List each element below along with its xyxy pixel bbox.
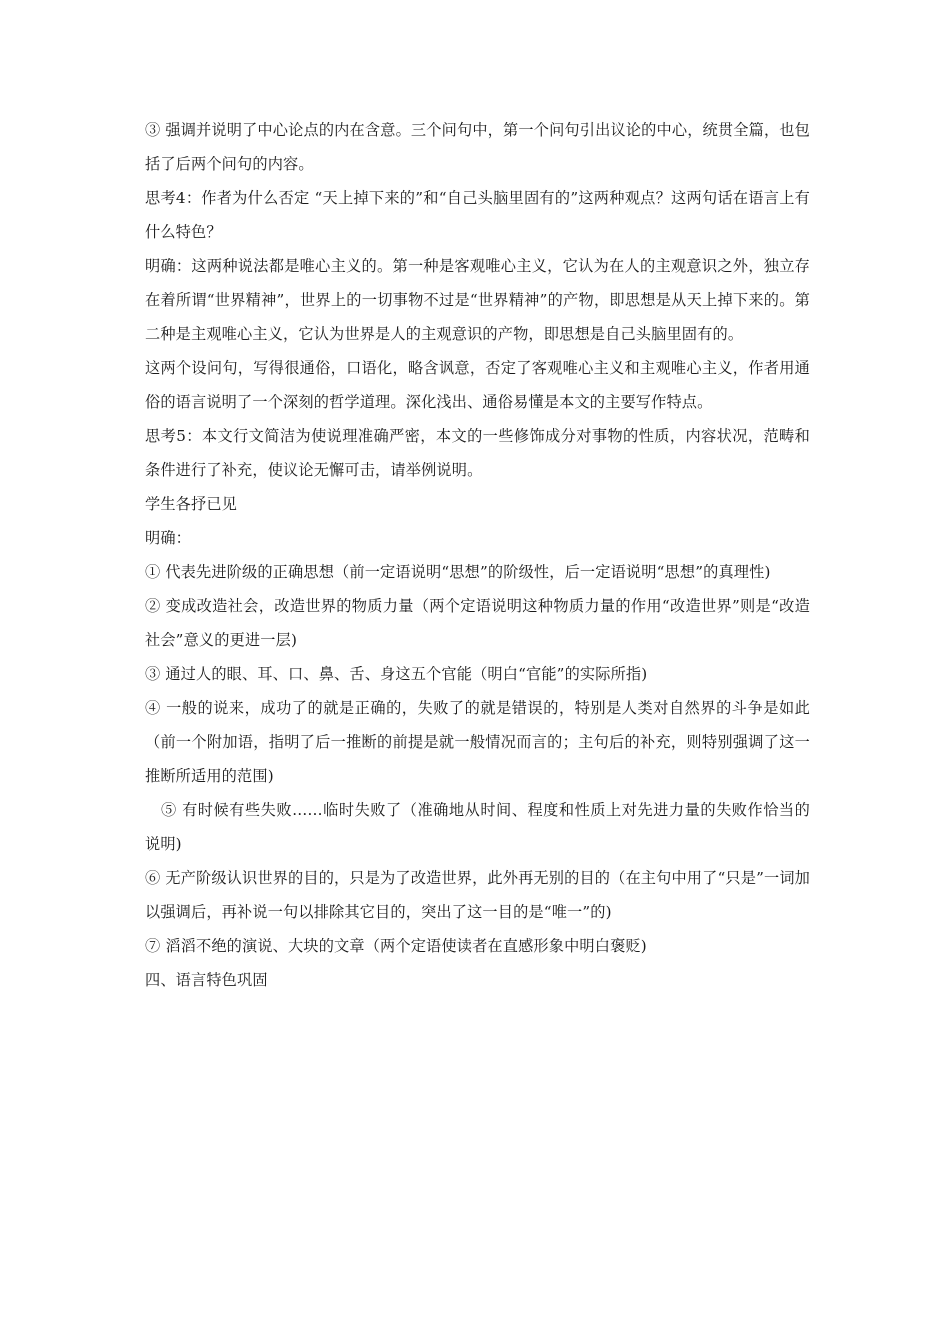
list-item-4: ④ 一般的说来，成功了的就是正确的，失败了的就是错误的，特别是人类对自然界的斗争是如此（前一个附加语，指明了后一推断的前提是就一般情况而言的；主句后的补充，则特别强调了这一推断所适用的范围): [145, 699, 810, 785]
section-heading-4: 四、语言特色巩固: [145, 971, 268, 989]
paragraph-point-3-intro: ③ 强调并说明了中心论点的内在含意。三个问句中，第一个问句引出议论的中心，统贯全篇，也包括了后两个问句的内容。: [145, 121, 810, 173]
paragraph-question-4: 思考4：作者为什么否定 “天上掉下来的”和“自己头脑里固有的”这两种观点？这两句话在语言上有什么特色？: [145, 189, 810, 241]
paragraph-answer-label: 明确：: [145, 529, 192, 547]
list-item-7: ⑦ 滔滔不绝的演说、大块的文章（两个定语使读者在直感形象中明白褒贬): [145, 937, 647, 955]
list-item-1: ① 代表先进阶级的正确思想（前一定语说明“思想”的阶级性，后一定语说明“思想”的真理性): [145, 563, 771, 581]
list-item-6: ⑥ 无产阶级认识世界的目的，只是为了改造世界，此外再无别的目的（在主句中用了“只是”一词加以强调后，再补说一句以排除其它目的，突出了这一目的是“唯一”的): [145, 869, 810, 921]
list-item-3: ③ 通过人的眼、耳、口、鼻、舌、身这五个官能（明白“官能”的实际所指): [145, 665, 648, 683]
list-item-2: ② 变成改造社会，改造世界的物质力量（两个定语说明这种物质力量的作用“改造世界”则是“改造社会”意义的更进一层): [145, 597, 810, 649]
paragraph-analysis: 这两个设问句，写得很通俗，口语化，略含讽意，否定了客观唯心主义和主观唯心主义，作者用通俗的语言说明了一个深刻的哲学道理。深化浅出、通俗易懂是本文的主要写作特点。: [145, 359, 810, 411]
paragraph-question-5: 思考5：本文行文简洁为使说理准确严密，本文的一些修饰成分对事物的性质，内容状况，范畴和条件进行了补充，使议论无懈可击，请举例说明。: [145, 427, 810, 479]
paragraph-students-discuss: 学生各抒已见: [145, 495, 238, 513]
list-item-5: ⑤ 有时候有些失败……临时失败了（准确地从时间、程度和性质上对先进力量的失败作恰当的说明): [145, 801, 810, 853]
document-body: [145, 113, 810, 997]
paragraph-answer-4: 明确：这两种说法都是唯心主义的。第一种是客观唯心主义，它认为在人的主观意识之外，独立存在着所谓“世界精神”，世界上的一切事物不过是“世界精神”的产物，即思想是从天上掉下来的。第二种是主观唯心主义，它认为世界是人的主观意识的产物，即思想是自己头脑里固有的。: [145, 257, 810, 343]
